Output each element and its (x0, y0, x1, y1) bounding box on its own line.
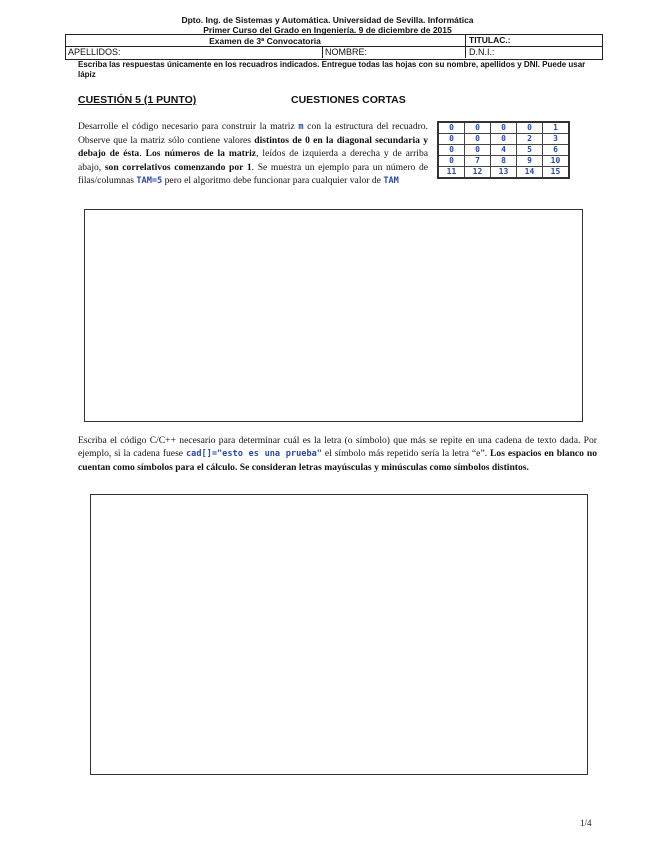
instructions: Escriba las respuestas únicamente en los recuadros indicados. Entregue todas las hojas con su nombre, apellidos y DNI. Puede usar lápiz (78, 60, 586, 79)
matrix-cell: 15 (543, 167, 570, 179)
matrix-row (438, 134, 569, 145)
form-divider (465, 34, 466, 58)
matrix-row (438, 122, 569, 134)
question-number: CUESTIÓN 5 (1 PUNTO) (78, 94, 197, 106)
matrix-cell: 1 (543, 122, 570, 134)
matrix-cell: 14 (517, 167, 543, 179)
answer-box-1[interactable] (84, 209, 583, 422)
header-exam-name: Examen de 3ª Convocatoria (209, 36, 321, 46)
matrix-cell: 0 (491, 122, 517, 134)
question-1-text: Desarrolle el código necesario para construir la matriz m con la estructura del recuadro. Observe que la matriz sólo contiene valores distintos de 0 en la diagonal secundaria y debajo de ésta. Los números de la matriz, leídos de izquierda a derecha y de arriba abajo, son correlativos comenzando por 1. Se muestra un ejemplo para un número de filas/columnas TAM=5 pero el algoritmo debe funcionar para cualquier valor de TAM (78, 121, 429, 186)
matrix-cell: 0 (438, 122, 465, 134)
question-2-text: Escriba el código C/C++ necesario para determinar cuál es la letra (o símbolo) que más se repite en una cadena de texto dada. Por ejemplo, si la cadena fuese cad[]="esto es una prueba" el símbolo más repetido sería la letra “e”. Los espacios en blanco no cuentan como símbolos para el cálculo. Se consideran letras mayúsculas y minúsculas como símbolos distintos. (78, 435, 597, 474)
matrix-cell: 3 (543, 134, 570, 145)
answer-box-2[interactable] (90, 494, 588, 775)
matrix-cell: 9 (517, 156, 543, 167)
apellidos-field[interactable]: APELLIDOS: (68, 47, 121, 57)
matrix-cell: 0 (438, 156, 465, 167)
dni-field[interactable]: D.N.I.: (469, 47, 495, 57)
page-number: 1/4 (580, 818, 592, 828)
question-type: CUESTIONES CORTAS (291, 94, 406, 106)
matrix-cell: 5 (517, 145, 543, 156)
matrix-cell: 0 (517, 122, 543, 134)
matrix-cell: 12 (465, 167, 491, 179)
nombre-field[interactable]: NOMBRE: (325, 47, 368, 57)
matrix-cell: 6 (543, 145, 570, 156)
example-matrix (437, 121, 570, 179)
matrix-row (438, 156, 569, 167)
matrix-cell: 0 (465, 122, 491, 134)
matrix-cell: 7 (465, 156, 491, 167)
matrix-cell: 4 (491, 145, 517, 156)
matrix-cell: 0 (465, 134, 491, 145)
matrix-cell: 0 (465, 145, 491, 156)
header-department: Dpto. Ing. de Sistemas y Automática. Universidad de Sevilla. Informática (181, 15, 474, 25)
header-course-date: Primer Curso del Grado en Ingeniería. 9 de diciembre de 2015 (203, 25, 452, 35)
matrix-cell: 0 (438, 145, 465, 156)
form-divider (322, 46, 323, 58)
matrix-cell: 0 (438, 134, 465, 145)
matrix-cell: 0 (491, 134, 517, 145)
matrix-cell: 2 (517, 134, 543, 145)
matrix-cell: 13 (491, 167, 517, 179)
matrix-cell: 11 (438, 167, 465, 179)
matrix-cell: 10 (543, 156, 570, 167)
matrix-cell: 8 (491, 156, 517, 167)
matrix-row (438, 167, 569, 179)
matrix-row (438, 145, 569, 156)
titulac-label: TITULAC.: (469, 35, 511, 45)
